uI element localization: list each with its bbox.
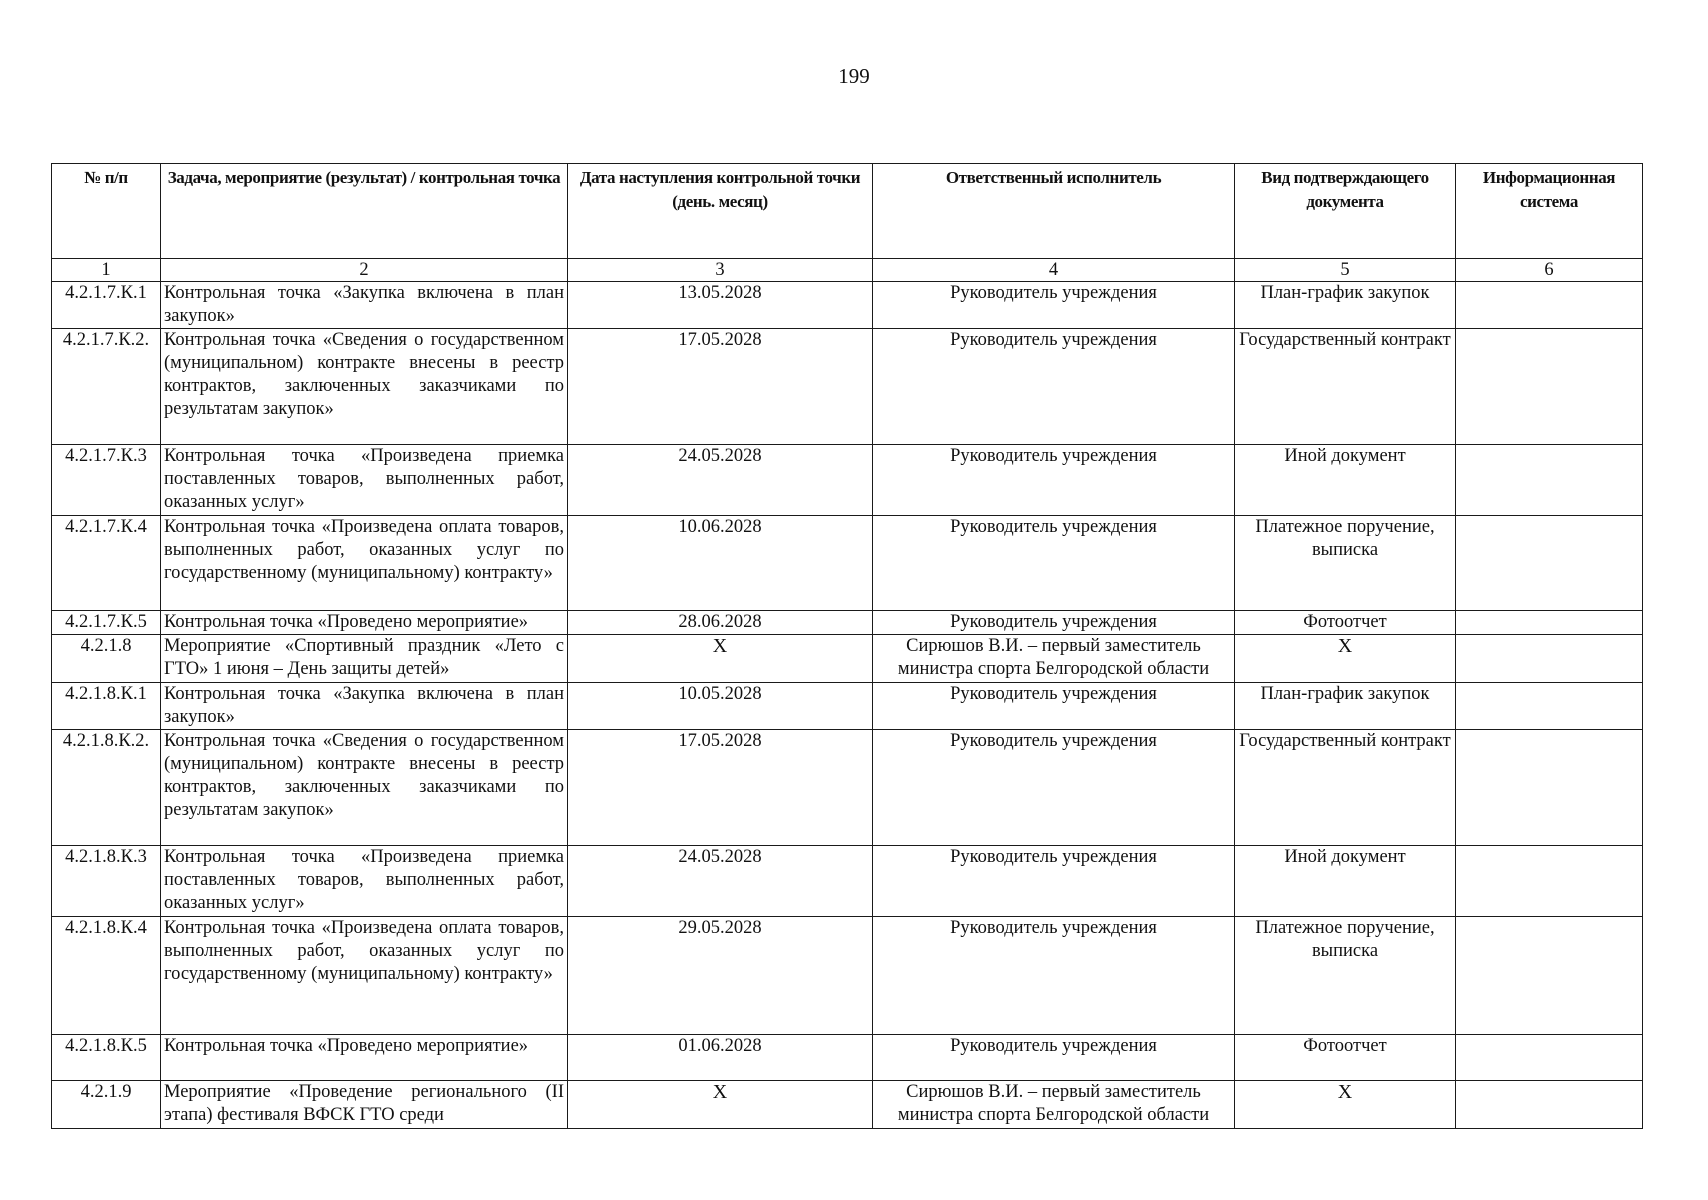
col-number: 5: [1235, 259, 1456, 282]
row-responsible: Руководитель учреждения: [873, 683, 1235, 730]
col-number: 1: [52, 259, 161, 282]
table-row: [52, 846, 1643, 917]
header-system: Информационная система: [1456, 164, 1643, 259]
row-document: Платежное поручение, выписка: [1235, 516, 1456, 611]
col-number: 2: [161, 259, 568, 282]
header-doc: Вид подтверждающего документа: [1235, 164, 1456, 259]
header-num: № п/п: [52, 164, 161, 259]
page-number: 199: [838, 64, 870, 88]
row-task: Контрольная точка «Проведено мероприятие»: [161, 611, 568, 635]
row-date: 10.05.2028: [568, 683, 873, 730]
row-document: Иной документ: [1235, 445, 1456, 516]
table-row: [52, 516, 1643, 611]
row-system: [1456, 329, 1643, 445]
row-responsible: Руководитель учреждения: [873, 611, 1235, 635]
row-task: Контрольная точка «Сведения о государственном (муниципальном) контракте внесены в реестр контрактов, заключенных заказчиками по результатам закупок»: [161, 329, 568, 445]
col-number: 3: [568, 259, 873, 282]
row-task: Контрольная точка «Проведено мероприятие»: [161, 1035, 568, 1081]
row-responsible: Руководитель учреждения: [873, 917, 1235, 1035]
table-row: [52, 1081, 1643, 1129]
row-responsible: Руководитель учреждения: [873, 730, 1235, 846]
table-row: [52, 635, 1643, 683]
row-system: [1456, 1081, 1643, 1129]
row-document: Фотоотчет: [1235, 611, 1456, 635]
row-number: 4.2.1.8.К.3: [52, 846, 161, 917]
row-number: 4.2.1.7.К.1: [52, 282, 161, 329]
row-date: 17.05.2028: [568, 730, 873, 846]
row-system: [1456, 846, 1643, 917]
row-number: 4.2.1.9: [52, 1081, 161, 1129]
row-system: [1456, 282, 1643, 329]
header-task: Задача, мероприятие (результат) / контрольная точка: [161, 164, 568, 259]
row-system: [1456, 917, 1643, 1035]
row-document: План-график закупок: [1235, 282, 1456, 329]
row-document: Государственный контракт: [1235, 329, 1456, 445]
row-date: 01.06.2028: [568, 1035, 873, 1081]
row-number: 4.2.1.7.К.4: [52, 516, 161, 611]
row-system: [1456, 635, 1643, 683]
row-system: [1456, 683, 1643, 730]
row-task: Контрольная точка «Сведения о государственном (муниципальном) контракте внесены в реестр контрактов, заключенных заказчиками по результатам закупок»: [161, 730, 568, 846]
row-date: 29.05.2028: [568, 917, 873, 1035]
row-date: X: [568, 1081, 873, 1129]
row-task: Мероприятие «Проведение регионального (II этапа) фестиваля ВФСК ГТО среди: [161, 1081, 568, 1129]
row-responsible: Руководитель учреждения: [873, 846, 1235, 917]
table-row: [52, 282, 1643, 329]
plan-table: [51, 163, 1643, 1129]
row-task: Контрольная точка «Закупка включена в план закупок»: [161, 282, 568, 329]
row-number: 4.2.1.8: [52, 635, 161, 683]
row-number: 4.2.1.8.К.4: [52, 917, 161, 1035]
row-responsible: Сирюшов В.И. – первый заместитель министра спорта Белгородской области: [873, 1081, 1235, 1129]
column-number-row: [52, 259, 1643, 282]
row-document: Иной документ: [1235, 846, 1456, 917]
row-task: Контрольная точка «Произведена приемка поставленных товаров, выполненных работ, оказанных услуг»: [161, 846, 568, 917]
col-number: 4: [873, 259, 1235, 282]
row-date: 24.05.2028: [568, 445, 873, 516]
row-system: [1456, 445, 1643, 516]
row-document: X: [1235, 1081, 1456, 1129]
row-date: 10.06.2028: [568, 516, 873, 611]
table-row: [52, 611, 1643, 635]
row-number: 4.2.1.7.К.2.: [52, 329, 161, 445]
col-number: 6: [1456, 259, 1643, 282]
row-number: 4.2.1.8.К.1: [52, 683, 161, 730]
row-task: Контрольная точка «Произведена оплата товаров, выполненных работ, оказанных услуг по государственному (муниципальному) контракту»: [161, 516, 568, 611]
row-number: 4.2.1.8.К.2.: [52, 730, 161, 846]
table-row: [52, 917, 1643, 1035]
table-row: [52, 1035, 1643, 1081]
row-document: Фотоотчет: [1235, 1035, 1456, 1081]
row-system: [1456, 516, 1643, 611]
row-number: 4.2.1.7.К.3: [52, 445, 161, 516]
table-row: [52, 445, 1643, 516]
table-row: [52, 683, 1643, 730]
row-document: X: [1235, 635, 1456, 683]
row-date: 24.05.2028: [568, 846, 873, 917]
row-responsible: Руководитель учреждения: [873, 282, 1235, 329]
row-responsible: Руководитель учреждения: [873, 445, 1235, 516]
header-responsible: Ответственный исполнитель: [873, 164, 1235, 259]
row-responsible: Руководитель учреждения: [873, 516, 1235, 611]
row-task: Контрольная точка «Закупка включена в план закупок»: [161, 683, 568, 730]
row-date: 17.05.2028: [568, 329, 873, 445]
row-system: [1456, 1035, 1643, 1081]
row-task: Контрольная точка «Произведена оплата товаров, выполненных работ, оказанных услуг по государственному (муниципальному) контракту»: [161, 917, 568, 1035]
row-task: Мероприятие «Спортивный праздник «Лето с ГТО» 1 июня – День защиты детей»: [161, 635, 568, 683]
header-row: [52, 164, 1643, 259]
table-row: [52, 730, 1643, 846]
row-responsible: Руководитель учреждения: [873, 329, 1235, 445]
row-document: План-график закупок: [1235, 683, 1456, 730]
row-system: [1456, 730, 1643, 846]
row-number: 4.2.1.7.К.5: [52, 611, 161, 635]
row-document: Государственный контракт: [1235, 730, 1456, 846]
row-number: 4.2.1.8.К.5: [52, 1035, 161, 1081]
row-task: Контрольная точка «Произведена приемка поставленных товаров, выполненных работ, оказанных услуг»: [161, 445, 568, 516]
header-date: Дата наступления контрольной точки (день. месяц): [568, 164, 873, 259]
row-document: Платежное поручение, выписка: [1235, 917, 1456, 1035]
row-date: 13.05.2028: [568, 282, 873, 329]
row-responsible: Руководитель учреждения: [873, 1035, 1235, 1081]
row-date: X: [568, 635, 873, 683]
table-row: [52, 329, 1643, 445]
row-date: 28.06.2028: [568, 611, 873, 635]
row-responsible: Сирюшов В.И. – первый заместитель министра спорта Белгородской области: [873, 635, 1235, 683]
row-system: [1456, 611, 1643, 635]
